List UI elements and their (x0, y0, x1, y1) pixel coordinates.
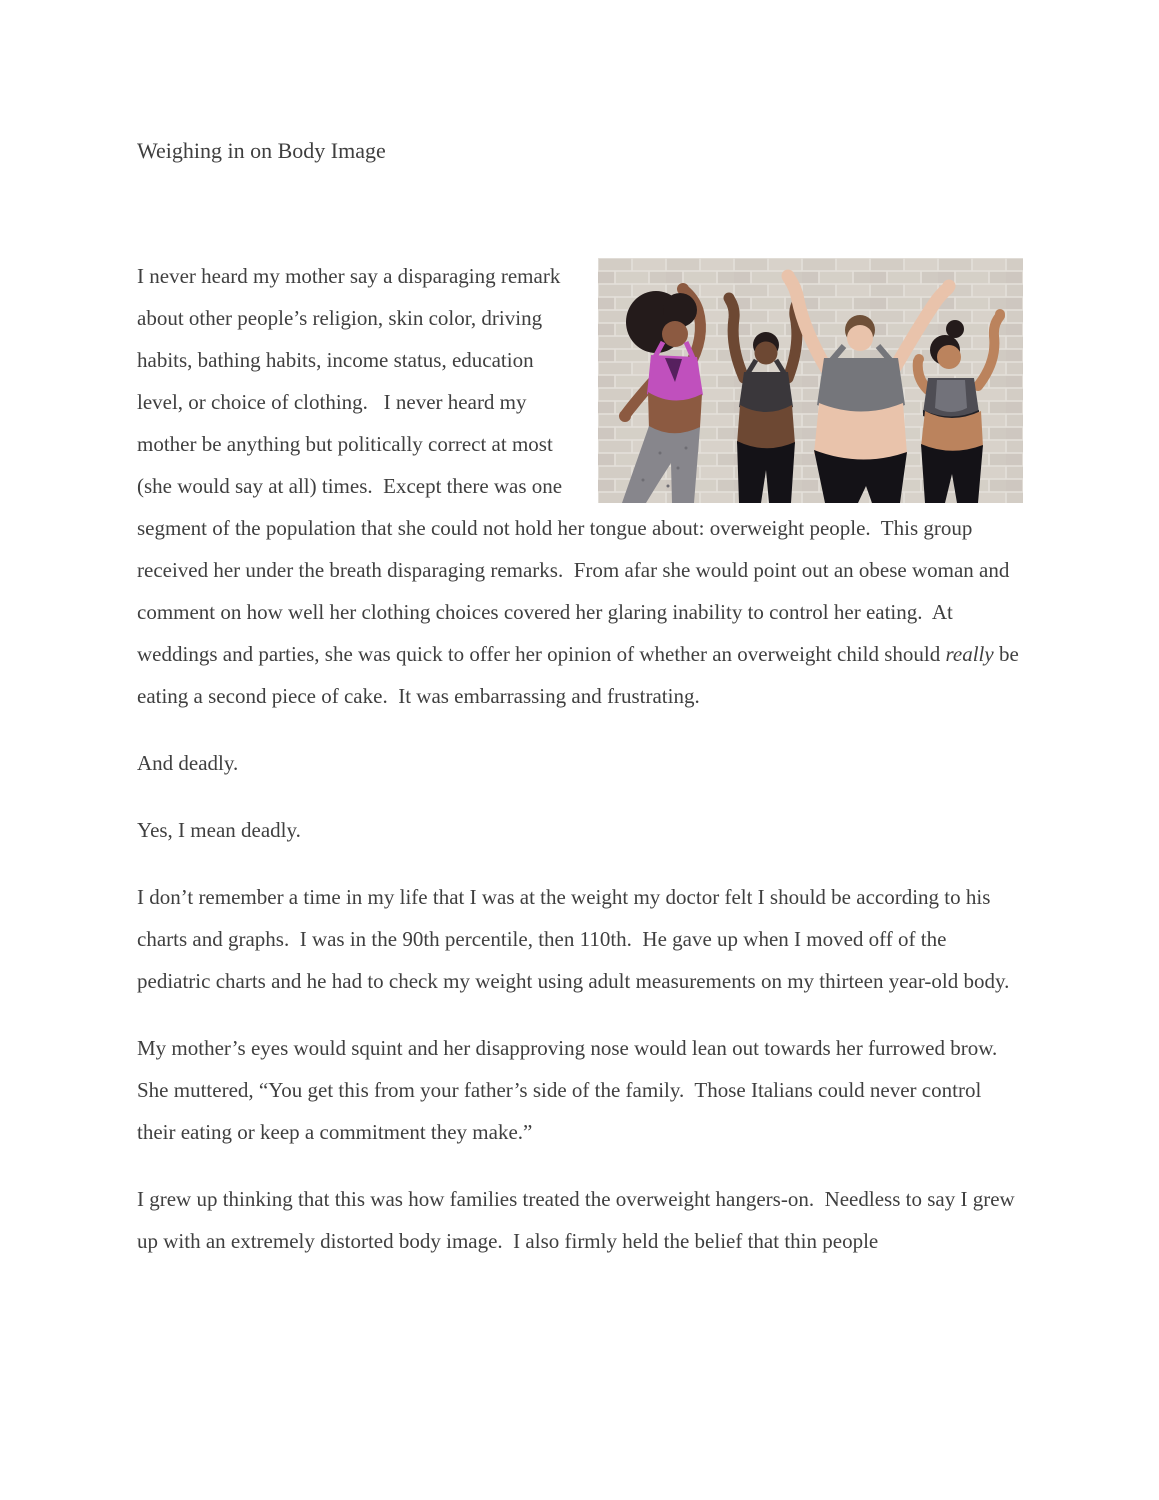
body-positive-photo (598, 258, 1023, 503)
paragraph-mother-quote: My mother’s eyes would squint and her disapproving nose would lean out towards her furrowed brow. She muttered, “You get this from your father’s side of the family. Those Italians could never control their eating or keep a commitment they make.” (137, 1036, 1003, 1144)
italic-word: really (945, 642, 994, 666)
page-title: Weighing in on Body Image (137, 138, 386, 163)
paragraph-yes-deadly: Yes, I mean deadly. (137, 818, 301, 842)
paragraph-grew-up: I grew up thinking that this was how families treated the overweight hangers-on. Needless to say I grew up with an extremely distorted body image. I also firmly held the belief that thin people (137, 1187, 1020, 1253)
paragraph-intro (137, 255, 1023, 717)
document-body (137, 130, 1023, 1287)
paragraph-and-deadly: And deadly. (137, 751, 239, 775)
paragraph-text: be eating a second piece of cake. It was embarrassing and frustrating. (137, 642, 1025, 708)
paragraph-text: I never heard my mother say a disparaging remark about other people’s religion, skin color, driving habits, bathing habits, income status, education level, or choice of clothing. I never heard my mother be anything but politically correct at most (she would say at all) times. Except there was one segment of the population that she could not hold her tongue about: overweight people. This group received her under the breath disparaging remarks. From afar she would point out an obese woman and comment on how well her clothing choices covered her glaring inability to control her eating. At weddings and parties, she was quick to offer her opinion of whether an overweight child should (137, 264, 1015, 666)
photo-illustration (598, 258, 1023, 503)
paragraph-doctor-charts: I don’t remember a time in my life that I was at the weight my doctor felt I should be according to his charts and graphs. I was in the 90th percentile, then 110th. He gave up when I moved off of the pediatric charts and he had to check my weight using adult measurements on my thirteen year-old body. (137, 885, 1010, 993)
